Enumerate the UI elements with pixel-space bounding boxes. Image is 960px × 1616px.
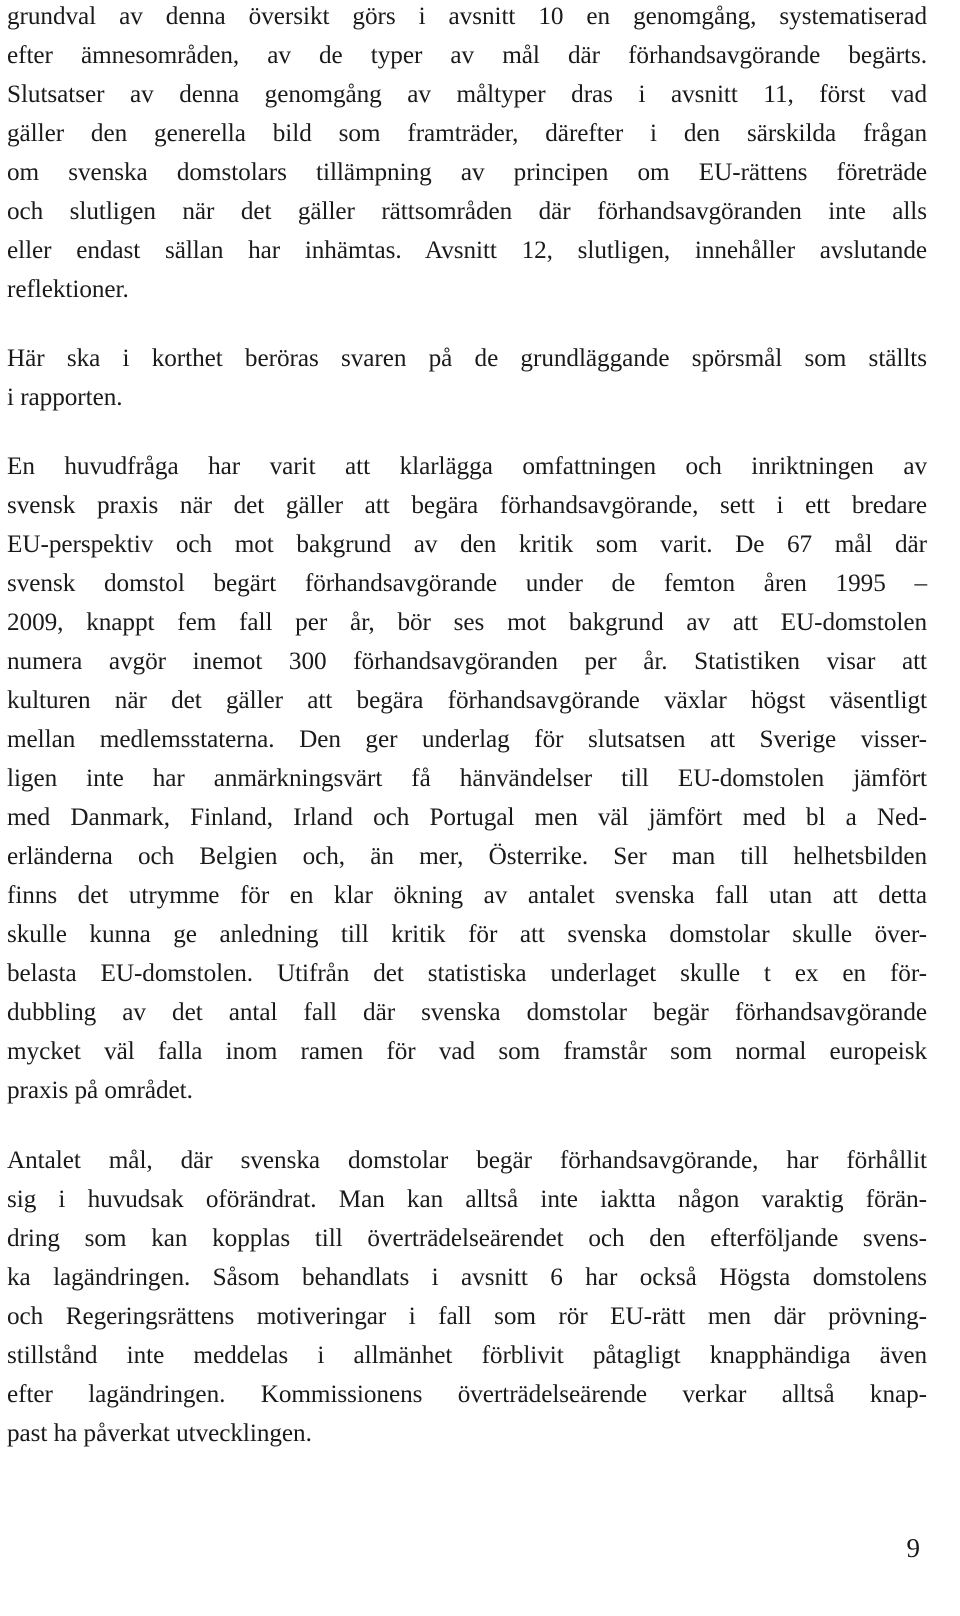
text-line: erländerna och Belgien och, än mer, Österrike. Ser man till helhetsbilden (7, 843, 927, 870)
text-line: mycket väl falla inom ramen för vad som framstår som normal europeisk (7, 1038, 927, 1065)
text-line: reflektioner. (7, 276, 129, 303)
text-line: Antalet mål, där svenska domstolar begär förhandsavgörande, har förhållit (7, 1147, 927, 1174)
text-line: Slutsatser av denna genomgång av måltyper dras i avsnitt 11, först vad (7, 81, 927, 108)
text-line: svensk praxis när det gäller att begära förhandsavgörande, sett i ett bredare (7, 492, 927, 519)
paragraph-2 (7, 339, 927, 417)
text-line: Här ska i korthet beröras svaren på de grundläggande spörsmål som ställts (7, 345, 927, 372)
text-line: ligen inte har anmärkningsvärt få hänvändelser till EU-domstolen jämfört (7, 765, 927, 792)
text-line: skulle kunna ge anledning till kritik för att svenska domstolar skulle över- (7, 921, 927, 948)
paragraph-4 (7, 1141, 927, 1453)
text-line: ka lagändringen. Såsom behandlats i avsnitt 6 har också Högsta domstolens (7, 1264, 927, 1291)
text-line: efter ämnesområden, av de typer av mål där förhandsavgörande begärts. (7, 42, 927, 69)
text-line: grundval av denna översikt görs i avsnitt 10 en genomgång, systematiserad (7, 3, 927, 30)
text-line: En huvudfråga har varit att klarlägga omfattningen och inriktningen av (7, 453, 927, 480)
text-line: om svenska domstolars tillämpning av principen om EU-rättens företräde (7, 159, 927, 186)
document-page (7, 0, 927, 1616)
text-line: praxis på området. (7, 1077, 193, 1104)
text-line: EU-perspektiv och mot bakgrund av den kritik som varit. De 67 mål där (7, 531, 927, 558)
paragraph-1 (7, 0, 927, 309)
text-line: sig i huvudsak oförändrat. Man kan alltså inte iaktta någon varaktig förän- (7, 1186, 927, 1213)
text-line: belasta EU-domstolen. Utifrån det statistiska underlaget skulle t ex en för- (7, 960, 927, 987)
page-number: 9 (906, 1533, 920, 1563)
text-line: dubbling av det antal fall där svenska domstolar begär förhandsavgörande (7, 999, 927, 1026)
text-line: och Regeringsrättens motiveringar i fall som rör EU-rätt men där prövning- (7, 1303, 927, 1330)
paragraph-3 (7, 447, 927, 1110)
text-line: finns det utrymme för en klar ökning av antalet svenska fall utan att detta (7, 882, 927, 909)
text-line: 2009, knappt fem fall per år, bör ses mot bakgrund av att EU-domstolen (7, 609, 927, 636)
text-line: svensk domstol begärt förhandsavgörande under de femton åren 1995 – (7, 570, 927, 597)
text-line: past ha påverkat utvecklingen. (7, 1420, 312, 1447)
text-line: dring som kan kopplas till överträdelseärendet och den efterföljande svens- (7, 1225, 927, 1252)
text-line: mellan medlemsstaterna. Den ger underlag för slutsatsen att Sverige visser- (7, 726, 927, 753)
text-line: gäller den generella bild som framträder, därefter i den särskilda frågan (7, 120, 927, 147)
text-line: efter lagändringen. Kommissionens överträdelseärende verkar alltså knap- (7, 1381, 927, 1408)
text-line: i rapporten. (7, 384, 123, 411)
text-line: stillstånd inte meddelas i allmänhet förblivit påtagligt knapphändiga även (7, 1342, 927, 1369)
text-line: kulturen när det gäller att begära förhandsavgörande växlar högst väsentligt (7, 687, 927, 714)
text-line: och slutligen när det gäller rättsområden där förhandsavgöranden inte alls (7, 198, 927, 225)
text-line: med Danmark, Finland, Irland och Portugal men väl jämfört med bl a Ned- (7, 804, 927, 831)
text-line: numera avgör inemot 300 förhandsavgöranden per år. Statistiken visar att (7, 648, 927, 675)
text-line: eller endast sällan har inhämtas. Avsnitt 12, slutligen, innehåller avslutande (7, 237, 927, 264)
